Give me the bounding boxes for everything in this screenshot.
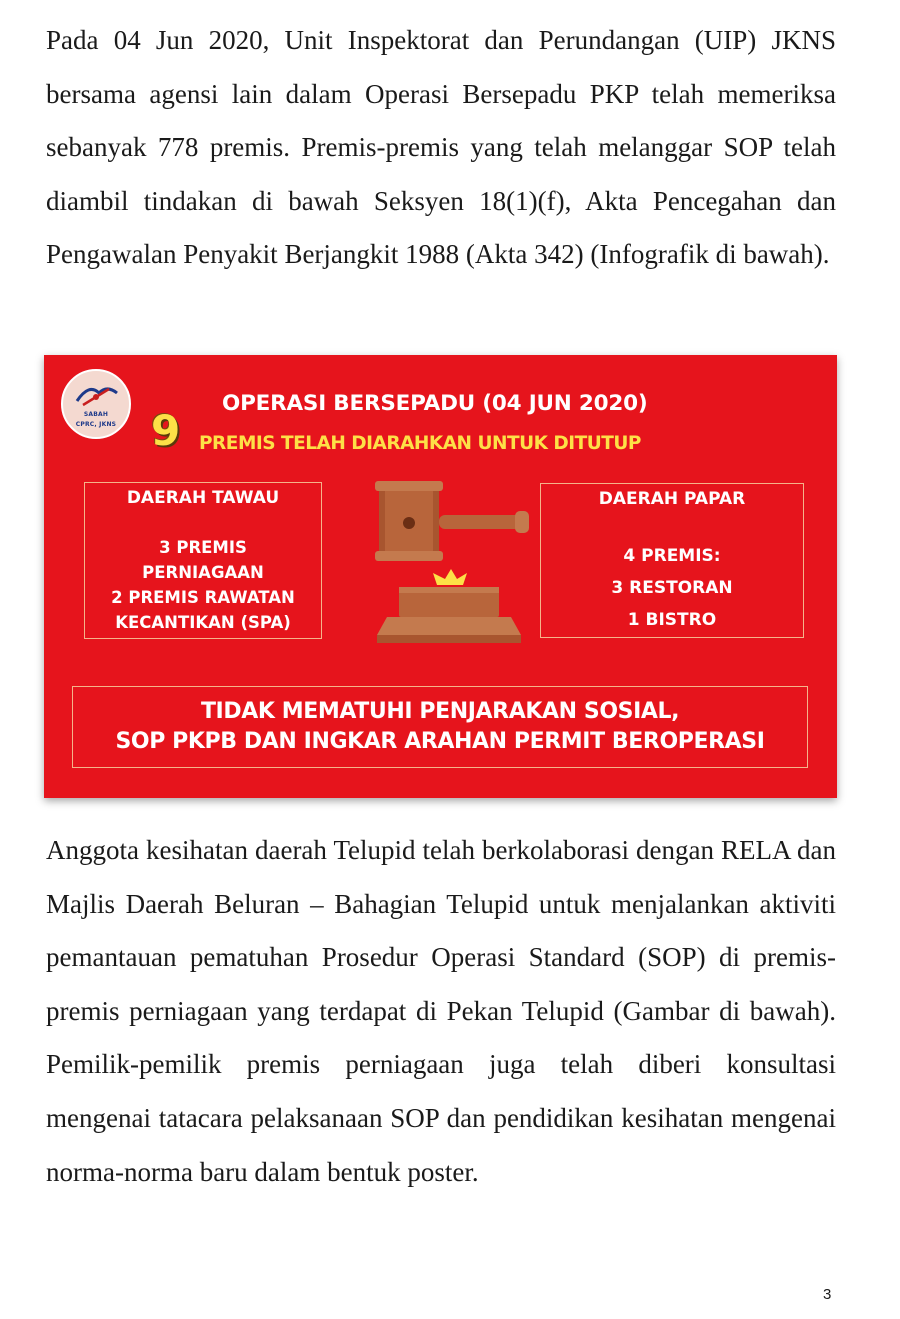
violation-text [73,697,807,757]
tawau-line: 3 PREMIS [159,538,247,557]
papar-heading: DAERAH PAPAR [598,489,746,509]
infographic-title: OPERASI BERSEPADU (04 JUN 2020) [222,391,648,416]
tawau-heading: DAERAH TAWAU [126,488,280,508]
tawau-line: 2 PREMIS RAWATAN [111,588,295,607]
page-number: 3 [823,1286,832,1303]
violation-box [72,686,808,768]
infographic [44,355,837,798]
tawau-details [85,535,321,635]
papar-box [540,483,804,638]
cprc-logo [61,369,131,439]
premises-count: 9 [151,406,181,455]
logo-text: SABAH [83,411,109,418]
logo-subtext: CPRC, JKNS [75,421,117,428]
papar-details [541,540,803,636]
infographic-subtitle: PREMIS TELAH DIARAHKAN UNTUK DITUTUP [199,433,641,454]
tawau-line: PERNIAGAAN [142,563,264,582]
gavel-icon [339,475,559,660]
tawau-box [84,482,322,639]
violation-line: TIDAK MEMATUHI PENJARAKAN SOSIAL, [200,699,680,724]
papar-line: 3 RESTORAN [611,578,733,598]
violation-line: SOP PKPB DAN INGKAR ARAHAN PERMIT BEROPERASI [115,729,765,754]
telupid-paragraph: Anggota kesihatan daerah Telupid telah berkolaborasi dengan RELA dan Majlis Daerah Beluran – Bahagian Telupid untuk menjalankan aktiviti pemantauan pematuhan Prosedur Operasi Standard (SOP) di premis-premis perniagaan yang terdapat di Pekan Telupid (Gambar di bawah). Pemilik-pemilik premis perniagaan juga telah diberi konsultasi mengenai tatacara pelaksanaan SOP dan pendidikan kesihatan mengenai norma-norma baru dalam bentuk poster. [46,835,836,1187]
intro-paragraph: Pada 04 Jun 2020, Unit Inspektorat dan Perundangan (UIP) JKNS bersama agensi lain dalam Operasi Bersepadu PKP telah memeriksa sebanyak 778 premis. Premis-premis yang telah melanggar SOP telah diambil tindakan di bawah Seksyen 18(1)(f), Akta Pencegahan dan Pengawalan Penyakit Berjangkit 1988 (Akta 342) (Infografik di bawah). [46,25,836,270]
tawau-line: KECANTIKAN (SPA) [115,613,291,632]
papar-line: 1 BISTRO [627,610,717,630]
papar-line: 4 PREMIS: [623,546,721,566]
